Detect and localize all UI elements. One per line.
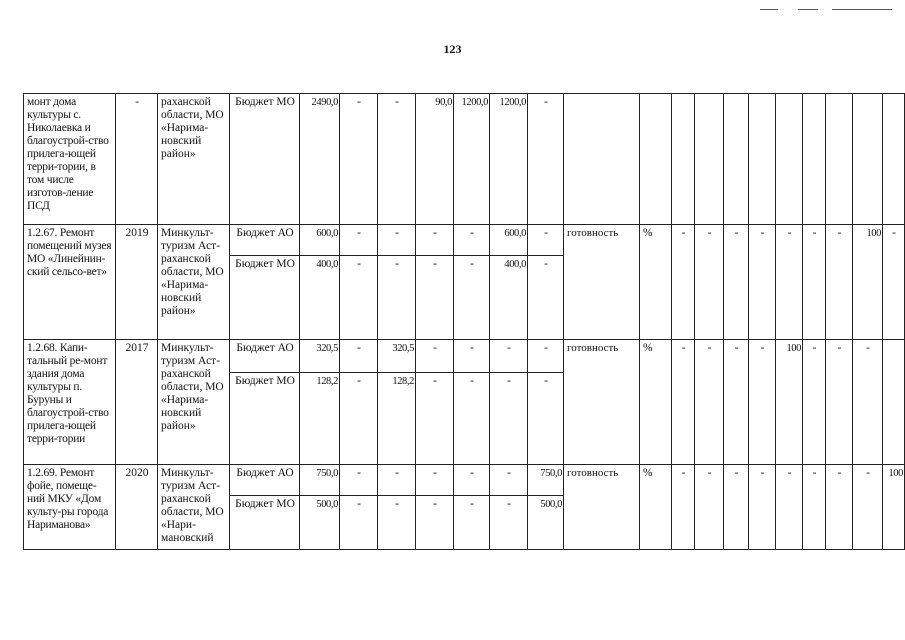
indicator-target (672, 94, 695, 225)
funding-value: - (340, 94, 378, 225)
funding-value: 128,2 (378, 373, 416, 465)
funding-source: Бюджет АО (230, 465, 300, 496)
indicator-target: - (672, 225, 695, 340)
funding-value: - (454, 256, 490, 340)
scan-marks (720, 6, 900, 14)
funding-value: - (454, 496, 490, 550)
indicator-target: - (826, 225, 853, 340)
funding-value: 2490,0 (300, 94, 340, 225)
indicator-target: - (672, 465, 695, 550)
measure-executor: Минкульт-туризм Аст-раханской области, МО «Нарима-новский район» (158, 340, 230, 465)
indicator-target: - (776, 225, 803, 340)
table-row (24, 340, 905, 373)
measure-year: - (116, 94, 158, 225)
funding-value: - (454, 373, 490, 465)
funding-value: 1200,0 (454, 94, 490, 225)
funding-value: 1200,0 (490, 94, 528, 225)
funding-value: - (340, 340, 378, 373)
indicator-target (776, 94, 803, 225)
measure-name: монт дома культуры с. Николаевка и благоустрой-ство прилега-ющей терри-тории, в том числе изготов-ление ПСД (24, 94, 116, 225)
indicator-target: 100 (853, 225, 883, 340)
indicator-target (749, 94, 776, 225)
funding-value: 600,0 (300, 225, 340, 256)
funding-source: Бюджет МО (230, 256, 300, 340)
funding-value: - (490, 373, 528, 465)
indicator-target (724, 94, 749, 225)
table-row (24, 465, 905, 496)
funding-value: - (490, 340, 528, 373)
indicator-target: - (695, 225, 724, 340)
funding-value: 400,0 (490, 256, 528, 340)
funding-value: - (454, 225, 490, 256)
funding-value: - (454, 465, 490, 496)
indicator-target: - (803, 465, 826, 550)
indicator-target: - (672, 340, 695, 465)
funding-source: Бюджет АО (230, 340, 300, 373)
measure-executor: Минкульт-туризм Аст-раханской области, МО «Нарима-новский район» (158, 225, 230, 340)
indicator-target: - (749, 225, 776, 340)
indicator-name (564, 94, 640, 225)
funding-value: 750,0 (528, 465, 564, 496)
funding-value: - (528, 225, 564, 256)
program-table (23, 93, 905, 550)
indicator-unit: % (640, 465, 672, 550)
funding-value: - (378, 256, 416, 340)
funding-value: 320,5 (378, 340, 416, 373)
funding-value: - (416, 340, 454, 373)
page-number: 123 (443, 42, 462, 56)
funding-value: - (340, 373, 378, 465)
funding-value: 600,0 (490, 225, 528, 256)
indicator-unit: % (640, 225, 672, 340)
funding-value: - (378, 225, 416, 256)
indicator-target (826, 94, 853, 225)
funding-value: - (340, 465, 378, 496)
funding-value: 750,0 (300, 465, 340, 496)
indicator-target: - (803, 225, 826, 340)
indicator-target: - (853, 465, 883, 550)
indicator-target: - (724, 225, 749, 340)
table-row (24, 94, 905, 225)
indicator-target: - (776, 465, 803, 550)
measure-name: 1.2.69. Ремонт фойе, помеще-ний МКУ «Дом культу-ры города Нариманова» (24, 465, 116, 550)
indicator-target: - (695, 465, 724, 550)
indicator-unit (640, 94, 672, 225)
funding-value: - (378, 465, 416, 496)
funding-value: - (490, 496, 528, 550)
measure-executor: Минкульт-туризм Аст-раханской области, МО «Нари-мановский (158, 465, 230, 550)
funding-value: - (340, 496, 378, 550)
measure-year: 2019 (116, 225, 158, 340)
funding-value: - (378, 496, 416, 550)
indicator-target: 100 (883, 465, 905, 550)
indicator-target: - (803, 340, 826, 465)
indicator-unit: % (640, 340, 672, 465)
funding-value: - (416, 225, 454, 256)
indicator-target: - (826, 465, 853, 550)
indicator-target (883, 94, 905, 225)
funding-value: 500,0 (528, 496, 564, 550)
funding-value: 128,2 (300, 373, 340, 465)
table-row (24, 225, 905, 256)
funding-value: - (528, 373, 564, 465)
funding-value: - (416, 373, 454, 465)
indicator-target: - (695, 340, 724, 465)
indicator-target: - (826, 340, 853, 465)
funding-value: 90,0 (416, 94, 454, 225)
measure-name: 1.2.67. Ремонт помещений музея МО «Линейнин-ский сельсо-вет» (24, 225, 116, 340)
funding-value: - (340, 256, 378, 340)
measure-executor: раханской области, МО «Нарима-новский район» (158, 94, 230, 225)
funding-source: Бюджет МО (230, 496, 300, 550)
funding-value: - (528, 256, 564, 340)
funding-value: 500,0 (300, 496, 340, 550)
funding-source: Бюджет МО (230, 373, 300, 465)
measure-year: 2017 (116, 340, 158, 465)
indicator-target: - (883, 225, 905, 340)
indicator-target: - (853, 340, 883, 465)
funding-value: - (416, 496, 454, 550)
funding-value: - (378, 94, 416, 225)
indicator-target (695, 94, 724, 225)
funding-value: 320,5 (300, 340, 340, 373)
funding-value: - (454, 340, 490, 373)
indicator-target (883, 340, 905, 465)
indicator-target: - (749, 465, 776, 550)
funding-value: 400,0 (300, 256, 340, 340)
indicator-target (803, 94, 826, 225)
measure-name: 1.2.68. Капи-тальный ре-монт здания дома культуры п. Буруны и благоустрой-ство прилега-ющей терри-тории (24, 340, 116, 465)
indicator-target: - (724, 465, 749, 550)
indicator-target: - (724, 340, 749, 465)
indicator-target (853, 94, 883, 225)
funding-value: - (416, 465, 454, 496)
indicator-target: 100 (776, 340, 803, 465)
indicator-name: готовность (564, 465, 640, 550)
indicator-name: готовность (564, 340, 640, 465)
funding-source: Бюджет АО (230, 225, 300, 256)
funding-value: - (416, 256, 454, 340)
funding-source: Бюджет МО (230, 94, 300, 225)
funding-value: - (528, 340, 564, 373)
funding-value: - (340, 225, 378, 256)
funding-value: - (490, 465, 528, 496)
indicator-name: готовность (564, 225, 640, 340)
indicator-target: - (749, 340, 776, 465)
funding-value: - (528, 94, 564, 225)
measure-year: 2020 (116, 465, 158, 550)
